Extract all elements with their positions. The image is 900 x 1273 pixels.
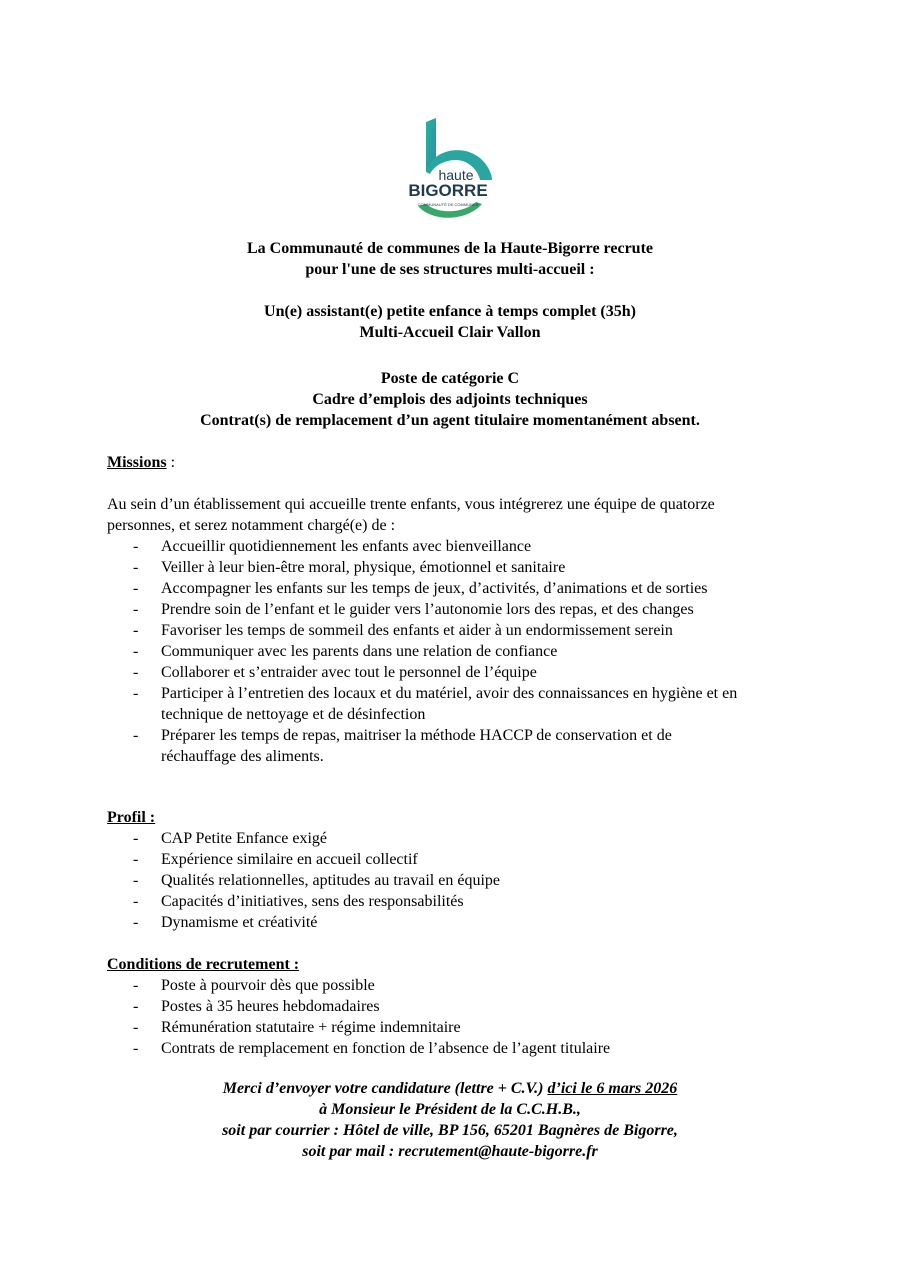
- list-item: - Prendre soin de l’enfant et le guider vers l’autonomie lors des repas, et des changes: [107, 599, 807, 620]
- missions-heading-label: Missions: [107, 454, 167, 471]
- logo-text-bigorre: BIGORRE: [408, 181, 488, 200]
- conditions-list: [107, 975, 807, 1059]
- list-item: - Préparer les temps de repas, maitriser la méthode HACCP de conservation et de réchauffage des aliments.: [107, 725, 807, 767]
- position-site: Multi-Accueil Clair Vallon: [359, 324, 541, 341]
- list-item: - Poste à pourvoir dès que possible: [107, 975, 807, 996]
- logo-mark: [396, 118, 502, 224]
- logo-text-tagline: COMMUNAUTÉ DE COMMUNES: [417, 202, 479, 207]
- closing-line-1-text: Merci d’envoyer votre candidature (lettre + C.V.): [222, 1080, 548, 1097]
- position-title: Un(e) assistant(e) petite enfance à temps complet (35h): [264, 303, 636, 320]
- list-item: - Contrats de remplacement en fonction de l’absence de l’agent titulaire: [107, 1038, 807, 1059]
- position-block: [0, 301, 900, 343]
- list-item: - CAP Petite Enfance exigé: [107, 828, 807, 849]
- list-item: - Qualités relationnelles, aptitudes au travail en équipe: [107, 870, 807, 891]
- list-item: - Favoriser les temps de sommeil des enfants et aider à un endormissement serein: [107, 620, 807, 641]
- missions-list: [107, 536, 807, 767]
- list-item: - Veiller à leur bien-être moral, physique, émotionnel et sanitaire: [107, 557, 807, 578]
- missions-intro: Au sein d’un établissement qui accueille trente enfants, vous intégrerez une équipe de quatorze personnes, et serez notamment chargé(e) de :: [107, 496, 715, 534]
- category-block: [0, 368, 900, 431]
- list-item: - Accompagner les enfants sur les temps de jeux, d’activités, d’animations et de sorties: [107, 578, 807, 599]
- missions-heading: [107, 452, 175, 473]
- list-item: - Accueillir quotidiennement les enfants avec bienveillance: [107, 536, 807, 557]
- category-line-2: Cadre d’emplois des adjoints techniques: [312, 391, 588, 408]
- category-line-1: Poste de catégorie C: [380, 370, 520, 387]
- application-deadline: d’ici le 6 mars 2026: [547, 1080, 678, 1097]
- closing-block: [0, 1078, 900, 1162]
- list-item: - Postes à 35 heures hebdomadaires: [107, 996, 807, 1017]
- conditions-heading: [107, 954, 299, 975]
- conditions-heading-label: Conditions de recrutement :: [107, 956, 300, 973]
- haute-bigorre-logo: [396, 118, 502, 224]
- profil-heading: [107, 807, 155, 828]
- closing-line-3: soit par courrier : Hôtel de ville, BP 156, 65201 Bagnères de Bigorre,: [222, 1122, 678, 1139]
- list-item: - Capacités d’initiatives, sens des responsabilités: [107, 891, 807, 912]
- list-item: - Rémunération statutaire + régime indemnitaire: [107, 1017, 807, 1038]
- list-item: - Participer à l’entretien des locaux et du matériel, avoir des connaissances en hygiène et en technique de nettoyage et de désinfection: [107, 683, 807, 725]
- list-item: - Communiquer avec les parents dans une relation de confiance: [107, 641, 807, 662]
- header-line-1: La Communauté de communes de la Haute-Bigorre recrute: [246, 240, 653, 257]
- list-item: - Collaborer et s’entraider avec tout le personnel de l’équipe: [107, 662, 807, 683]
- header-line-2: pour l'une de ses structures multi-accueil :: [305, 261, 595, 278]
- closing-line-1: [0, 1078, 900, 1099]
- header-block: [0, 238, 900, 280]
- profil-list: [107, 828, 807, 933]
- profil-heading-label: Profil :: [107, 809, 156, 826]
- list-item: - Expérience similaire en accueil collectif: [107, 849, 807, 870]
- closing-line-4: soit par mail : recrutement@haute-bigorre.fr: [302, 1143, 598, 1160]
- logo-text-haute: haute: [438, 167, 474, 183]
- list-item: - Dynamisme et créativité: [107, 912, 807, 933]
- category-line-3: Contrat(s) de remplacement d’un agent titulaire momentanément absent.: [200, 412, 700, 429]
- closing-line-2: à Monsieur le Président de la C.C.H.B.,: [319, 1101, 581, 1118]
- missions-heading-colon: :: [166, 454, 176, 471]
